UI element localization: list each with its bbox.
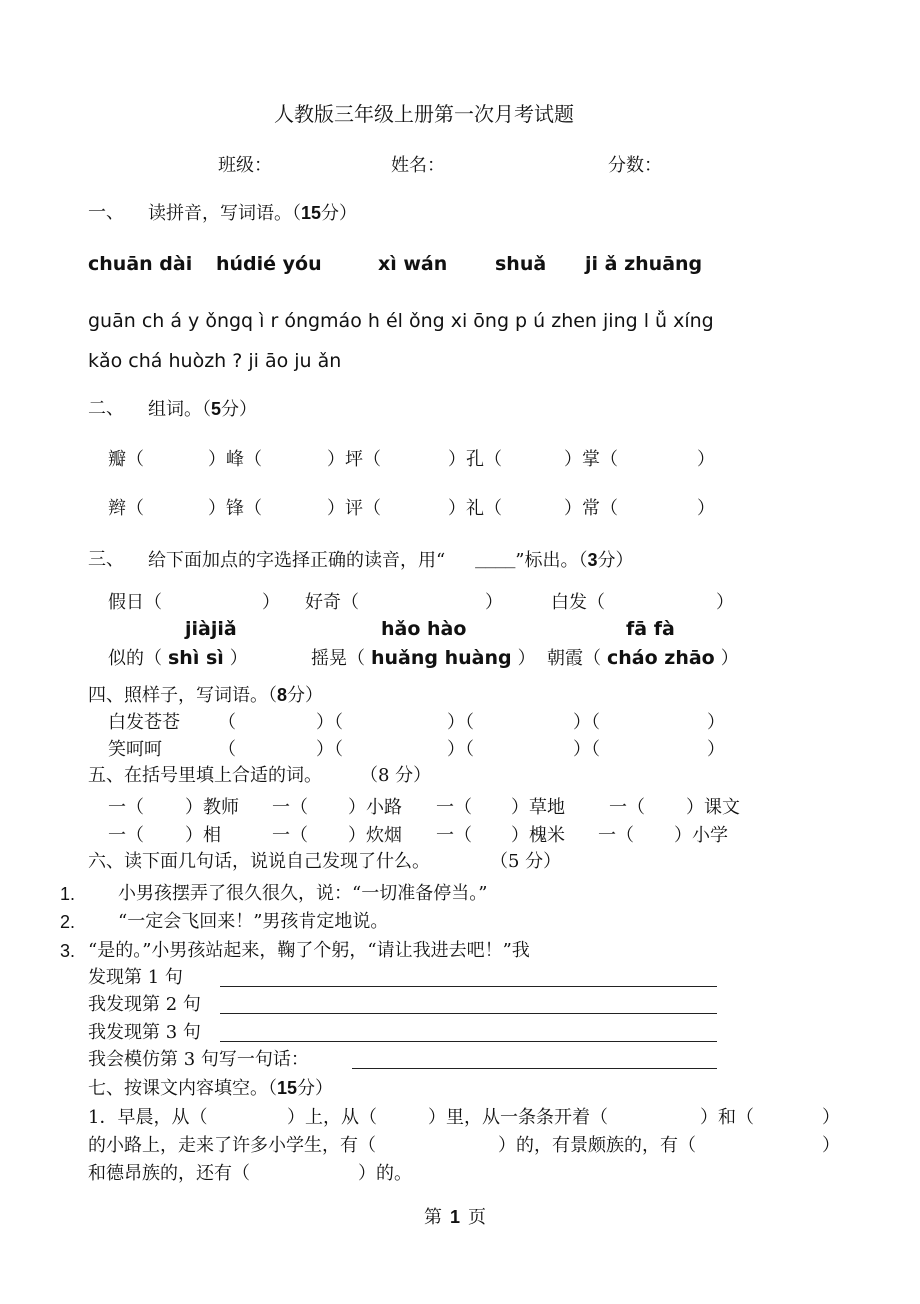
pinyin-item: húdié yóu	[216, 253, 322, 275]
sentence-text: 小男孩摆弄了很久很久，说：“一切准备停当。”	[118, 883, 488, 904]
word-blank: ）锋（	[208, 498, 262, 519]
pinyin-item: ji ǎ zhuāng	[585, 253, 703, 275]
pinyin-option: cháo zhāo	[607, 647, 715, 669]
word-blank: ）	[707, 712, 725, 733]
quantifier-blank: 一（	[108, 797, 144, 818]
fill-text: 的小路上，走来了许多小学生，有（	[88, 1135, 376, 1156]
pinyin-row-2: guān ch á y ǒngq ì r óngmáo h él ǒng xi ōng p ú zhen jing l ǚ xíng	[88, 310, 714, 332]
section-4-heading: 四、照样子，写词语。（8分）	[88, 685, 324, 706]
answer-line[interactable]	[220, 1041, 717, 1042]
finding-label: 我发现第 3 句	[88, 1022, 201, 1043]
word-blank: ）掌（	[564, 449, 618, 470]
quantifier-blank: 一（	[436, 797, 472, 818]
section-1-score: 15	[301, 203, 322, 223]
phrase-blank: 白发（	[551, 592, 605, 613]
word-blank: ）	[697, 498, 715, 519]
section-3-score: 3	[587, 550, 598, 570]
phrase-blank: ）	[716, 592, 734, 613]
quantifier-blank: 一（	[272, 825, 308, 846]
finding-label: 我发现第 2 句	[88, 994, 201, 1015]
quantifier-blank: 一（	[108, 825, 144, 846]
fill-text: 和德昂族的，还有（	[88, 1163, 250, 1184]
word-blank: ）峰（	[208, 449, 262, 470]
answer-mark-blank: ____	[475, 550, 516, 570]
pinyin-item: chuān dài	[88, 253, 193, 275]
section-3-number: 三、	[88, 549, 124, 570]
fill-text: 1．早晨，从（	[88, 1107, 208, 1128]
quantifier-blank: ）教师	[185, 797, 239, 818]
answer-line[interactable]	[220, 1013, 717, 1014]
word-blank: ）坪（	[327, 449, 381, 470]
phrase-blank: 好奇（	[305, 592, 359, 613]
phrase-blank: 似的（ shì sì ）	[108, 647, 248, 669]
section-5-heading: 五、在括号里填上合适的词。	[88, 765, 322, 786]
quantifier-blank: ）炊烟	[348, 825, 402, 846]
imitation-label: 我会模仿第 3 句写一句话：	[88, 1049, 309, 1070]
phrase-blank: 朝霞（ cháo zhāo ）	[547, 647, 739, 669]
quantifier-blank: ）小学	[674, 825, 728, 846]
finding-label: 发现第 1 句	[88, 967, 183, 988]
word-blank: 辫（	[108, 498, 144, 519]
fill-text: ）的。	[358, 1163, 412, 1184]
quantifier-blank: ）草地	[511, 797, 565, 818]
fill-text: ）上，从（	[287, 1107, 377, 1128]
word-blank: ）	[697, 449, 715, 470]
word-blank: ）评（	[327, 498, 381, 519]
phrase-blank: 假日（	[108, 592, 162, 613]
section-7-heading: 七、按课文内容填空。（15分）	[88, 1078, 334, 1099]
sentence-text: “是的。”小男孩站起来，鞠了个躬，“请让我进去吧！”我	[88, 940, 530, 961]
word-blank: （	[218, 712, 236, 733]
section-2-score: 5	[211, 399, 222, 419]
quantifier-blank: ）课文	[686, 797, 740, 818]
sentence-text: “一定会飞回来！”男孩肯定地说。	[118, 911, 389, 932]
answer-line[interactable]	[352, 1068, 717, 1069]
section-6-heading: 六、读下面几句话，说说自己发现了什么。	[88, 851, 430, 872]
quantifier-blank: 一（	[598, 825, 634, 846]
word-blank: ）（	[447, 712, 474, 733]
phrase-blank: ）	[485, 592, 503, 613]
fill-text: ）和（	[700, 1107, 754, 1128]
section-5-score: （8 分）	[360, 765, 432, 786]
word-blank: ）	[707, 739, 725, 760]
word-blank: ）礼（	[448, 498, 502, 519]
section-7-score: 15	[277, 1078, 298, 1098]
pinyin-option: jiàjiǎ	[185, 618, 237, 640]
word-blank: ）常（	[564, 498, 618, 519]
fill-text: ）	[822, 1107, 840, 1128]
pinyin-option: huǎng huàng	[371, 647, 512, 669]
quantifier-blank: ）相	[185, 825, 221, 846]
section-4-score: 8	[277, 685, 288, 705]
quantifier-blank: 一（	[272, 797, 308, 818]
word-blank: ）（	[316, 739, 343, 760]
page-number: 第 1 页	[424, 1207, 487, 1228]
pinyin-item: xì wán	[378, 253, 448, 275]
fill-text: ）里，从一条条开着（	[428, 1107, 608, 1128]
section-6-score: （5 分）	[490, 851, 562, 872]
fill-text: ）的，有景颇族的，有（	[498, 1135, 696, 1156]
name-label: 姓名：	[391, 155, 445, 176]
page-title: 人教版三年级上册第一次月考试题	[274, 102, 574, 126]
pinyin-item: shuǎ	[495, 253, 547, 275]
quantifier-blank: 一（	[436, 825, 472, 846]
item-number: 1.	[60, 884, 76, 904]
section-1-number: 一、	[88, 202, 124, 223]
example-word: 白发苍苍	[108, 712, 180, 733]
example-word: 笑呵呵	[108, 739, 162, 760]
word-blank: （	[218, 739, 236, 760]
pinyin-row-3: kǎo chá huòzh ? ji āo ju ǎn	[88, 350, 342, 372]
quantifier-blank: ）槐米	[511, 825, 565, 846]
section-2-number: 二、	[88, 398, 124, 419]
word-blank: ）（	[316, 712, 343, 733]
section-1-heading: 读拼音，写词语。（15分）	[148, 203, 358, 224]
pinyin-option: shì sì	[168, 647, 224, 669]
item-number: 3.	[60, 941, 76, 961]
pinyin-option: fā fà	[626, 618, 675, 640]
section-2-heading: 组词。（5分）	[148, 399, 258, 420]
phrase-blank: ）	[262, 592, 280, 613]
quantifier-blank: 一（	[609, 797, 645, 818]
section-3-heading: 给下面加点的字选择正确的读音，用“ ____”标出。（3分）	[148, 550, 634, 571]
phrase-blank: 摇晃（ huǎng huàng ）	[311, 647, 536, 669]
word-blank: 瓣（	[108, 449, 144, 470]
word-blank: ）孔（	[448, 449, 502, 470]
class-label: 班级：	[218, 155, 272, 176]
word-blank: ）（	[573, 739, 600, 760]
word-blank: ）（	[573, 712, 600, 733]
answer-line[interactable]	[220, 986, 717, 987]
quantifier-blank: ）小路	[348, 797, 402, 818]
score-label: 分数：	[608, 155, 662, 176]
word-blank: ）（	[447, 739, 474, 760]
item-number: 2.	[60, 912, 76, 932]
pinyin-option: hǎo hào	[381, 618, 467, 640]
fill-text: ）	[822, 1135, 840, 1156]
